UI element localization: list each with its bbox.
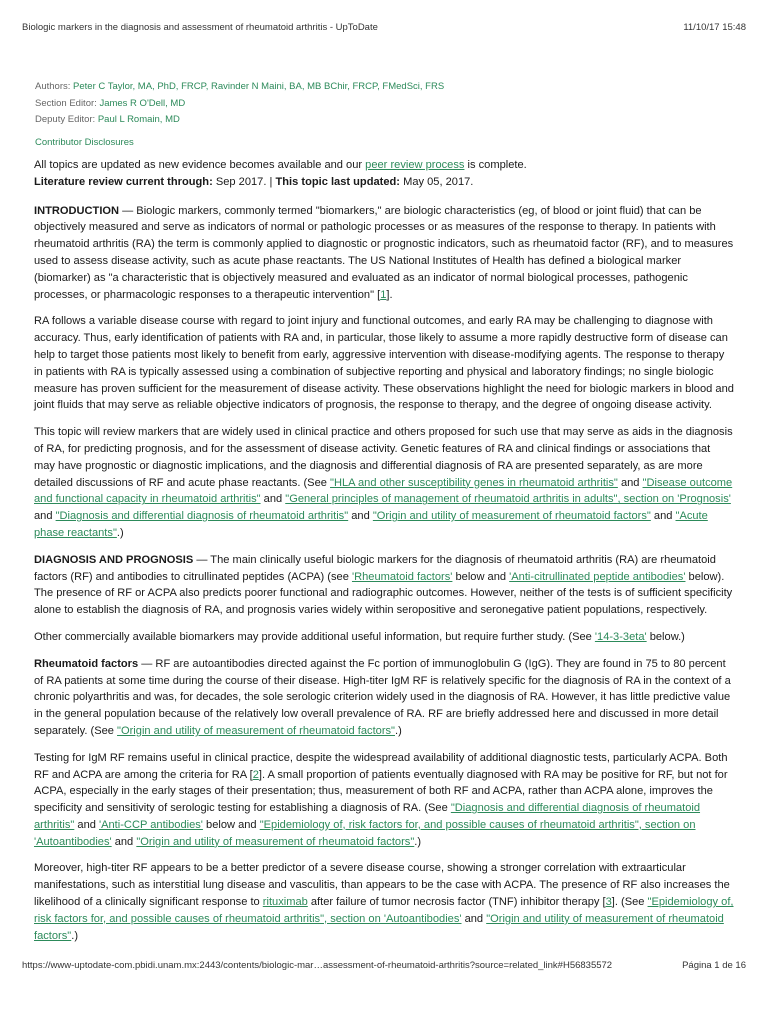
peer-review-link[interactable]: peer review process (365, 159, 465, 171)
section-editor-label: Section Editor: (35, 97, 97, 109)
deputy-editor-line (35, 112, 735, 129)
author-block (35, 79, 735, 151)
section-heading: DIAGNOSIS AND PROGNOSIS (34, 553, 194, 566)
paragraph: RA follows a variable disease course with regard to joint injury and functional outcomes, and early RA may be challenging to diagnose with accuracy. Thus, early identification of patients with RA and, in particular, those likely to assume a more rapidly destructive form of disease can help to target those patients most likely to benefit from early, aggressive intervention with disease-modifying agents. The response to therapy in patients with RA is typically assessed using a combination of subjective reporting and physical and laboratory findings; no single biologic measure has proven sufficient for the measurement of disease activity. These observations highlight the need for biologic markers in blood and joint fluids that may serve as reliable objective indicators of prognosis, the response to therapy, and the degree of ongoing disease activity. (34, 315, 734, 412)
last-updated-label: This topic last updated: (275, 175, 400, 188)
author-link[interactable]: Peter C Taylor, MA, PhD, FRCP (73, 81, 206, 92)
paragraph: Rheumatoid factors — RF are autoantibodies directed against the Fc portion of immunoglobulin G (IgG). They are found in 75 to 80 percent of RA patients at some time during the course of their disease. High-titer IgM RF is relatively specific for the diagnosis of RA in the context of a chronic polyarthritis and was, for decades, the sole serologic criterion widely used in the diagnosis of RA. However, it has little predictive value in the general population because of the relatively low overall prevalence of RA. RF are briefly addressed here and discussed in more detail separately. (See "Origin and utility of measurement of rheumatoid factors".) (34, 657, 731, 737)
print-datetime: 11/10/17 15:48 (683, 22, 746, 33)
subsection-heading: Rheumatoid factors (34, 657, 139, 670)
intro-paragraph: INTRODUCTION — Biologic markers, commonly termed "biomarkers," are biologic characteristics (eg, of blood or joint fluid) that can be objectively measured and serve as indicators of normal or pathologic processes or as measures of the response to therapy. In patients with rheumatoid arthritis (RA) the term is commonly applied to diagnostic or prognostic indicators, such as rheumatoid factor (RF), and to measures used to assess disease activity, such as acute phase reactants. The US National Institutes of Health has defined a biological marker (biomarker) as "a characteristic that is objectively measured and evaluated as an indicator of normal biological processes, pathogenic processes, or pharmacologic responses to a therapeutic intervention" [1]. (34, 204, 734, 301)
topic-link[interactable]: "Origin and utility of measurement of rheumatoid factors" (372, 510, 651, 523)
section-heading: INTRODUCTION (34, 204, 120, 217)
topic-link[interactable]: "HLA and other susceptibility genes in rheumatoid arthritis" (330, 476, 618, 489)
topic-link[interactable]: "Acute phase reactants" (34, 510, 708, 539)
page-number: Página 1 de 16 (682, 960, 746, 971)
section-link[interactable]: 'Anti-citrullinated peptide antibodies' (509, 570, 686, 583)
authors-line: Authors: Peter C Taylor, MA, PhD, FRCP, Ravinder N Maini, BA, MB BChir, FRCP, FMedSci, FRS (35, 81, 445, 92)
page-title: Biologic markers in the diagnosis and assessment of rheumatoid arthritis - UpToDate (22, 22, 378, 33)
contributor-disclosures-link[interactable]: Contributor Disclosures (35, 136, 134, 148)
paragraph: This topic will review markers that are widely used in clinical practice and others proposed for such use that may serve as aids in the diagnosis of RA, for predicting prognosis, and for the assessment of disease activity. Genetic features of RA and clinical findings or associations that may have prognostic or diagnostic implications, and the diagnosis and differential diagnosis of RA are presented separately, as are more detailed discussions of RF and acute phase reactants. (See "HLA and other susceptibility genes in rheumatoid arthritis" and "Disease outcome and functional capacity in rheumatoid arthritis" and "General principles of management of rheumatoid arthritis in adults", section on 'Prognosis' and "Diagnosis and differential diagnosis of rheumatoid arthritis" and "Origin and utility of measurement of rheumatoid factors" and "Acute phase reactants".) (34, 426, 733, 539)
paragraph: Moreover, high-titer RF appears to be a better predictor of a severe disease course, showing a stronger correlation with extraarticular manifestations, such as interstitial lung disease and vasculitis, than appears to be the case with ACPA. The presence of RF also increases the likelihood of a clinically significant response to rituximab after failure of tumor necrosis factor (TNF) inhibitor therapy [3]. (See "Epidemiology of, risk factors for, and possible causes of rheumatoid arthritis", section on 'Autoantibodies' and "Origin and utility of measurement of rheumatoid factors".) (34, 862, 734, 942)
topic-link[interactable]: "Diagnosis and differential diagnosis of rheumatoid arthritis" (55, 510, 349, 523)
page-url: https://www-uptodate-com.pbidi.unam.mx:2443/contents/biologic-mar…assessment-of-rheumatoid-arthritis?source=related_link#H56835572 (22, 960, 613, 971)
topic-link[interactable]: "Epidemiology of, risk factors for, and possible causes of rheumatoid arthritis", section on 'Autoantibodies' (34, 818, 696, 848)
deputy-editor-link[interactable]: Paul L Romain, MD (97, 114, 180, 125)
topic-link[interactable]: "Diagnosis and differential diagnosis of rheumatoid arthritis" (34, 802, 701, 831)
paragraph: Other commercially available biomarkers may provide additional useful information, but require further study. (See '14-3-3eta' below.) (34, 630, 685, 643)
reference-link[interactable]: 3 (605, 896, 612, 909)
topic-link[interactable]: "Origin and utility of measurement of rheumatoid factors" (117, 724, 395, 737)
section-link[interactable]: '14-3-3eta' (594, 630, 647, 643)
topic-link[interactable]: "Origin and utility of measurement of rheumatoid factors" (136, 835, 415, 848)
article-body (34, 157, 734, 954)
reference-link[interactable]: 1 (380, 288, 387, 301)
authors-label: Authors: (35, 81, 71, 92)
section-editor-line (35, 96, 735, 113)
topic-link[interactable]: "Origin and utility of measurement of rheumatoid factors" (34, 912, 724, 942)
topic-link[interactable]: "Disease outcome and functional capacity in rheumatoid arthritis" (34, 476, 733, 506)
section-editor-link[interactable]: James R O'Dell, MD (99, 97, 186, 109)
deputy-editor-label: Deputy Editor: (35, 114, 96, 125)
paragraph: Testing for IgM RF remains useful in clinical practice, despite the widespread availability of additional diagnostic tests, particularly ACPA. Both RF and ACPA are among the criteria for RA [2]. A small proportion of patients eventually diagnosed with RA may be positive for RF, but not for ACPA, especially in the early stages of their presentation; thus, measurement of both RF and ACPA, rather than ACPA alone, improves the specificity and sensitivity of serologic testing for establishing a diagnosis of RA. (See "Diagnosis and differential diagnosis of rheumatoid arthritis" and 'Anti-CCP antibodies' below and "Epidemiology of, risk factors for, and possible causes of rheumatoid arthritis", section on 'Autoantibodies' and "Origin and utility of measurement of rheumatoid factors".) (34, 751, 728, 848)
lit-review-label: Literature review current through: (34, 175, 213, 188)
drug-link[interactable]: rituximab (262, 896, 308, 909)
section-link[interactable]: 'Rheumatoid factors' (351, 570, 453, 583)
author-link[interactable]: Ravinder N Maini, BA, MB BChir, FRCP, FMedSci, FRS (211, 81, 445, 92)
paragraph: DIAGNOSIS AND PROGNOSIS — The main clinically useful biologic markers for the diagnosis of rheumatoid arthritis (RA) are rheumatoid factors (RF) and antibodies to citrullinated peptides (ACPA) (see 'Rheumatoid factors' below and 'Anti-citrullinated peptide antibodies' below). The presence of RF or ACPA also predicts poorer functional and radiographic outcomes. However, neither of the tests is of sufficient specificity alone to establish the diagnosis of RA, and prognosis varies widely within seropositive and seronegative patient populations, respectively. (34, 553, 733, 617)
reference-link[interactable]: 2 (252, 768, 259, 781)
update-notice: All topics are updated as new evidence becomes available and our peer review process is complete. Literature review current through: Sep 2017. | This topic last updated: May 05, 2017. (34, 159, 527, 188)
topic-link[interactable]: "Epidemiology of, risk factors for, and possible causes of rheumatoid arthritis", section on 'Autoantibodies' (34, 896, 734, 925)
section-link[interactable]: 'Anti-CCP antibodies' (99, 818, 203, 831)
topic-link[interactable]: "General principles of management of rheumatoid arthritis in adults", section on 'Prognosis' (285, 493, 731, 506)
